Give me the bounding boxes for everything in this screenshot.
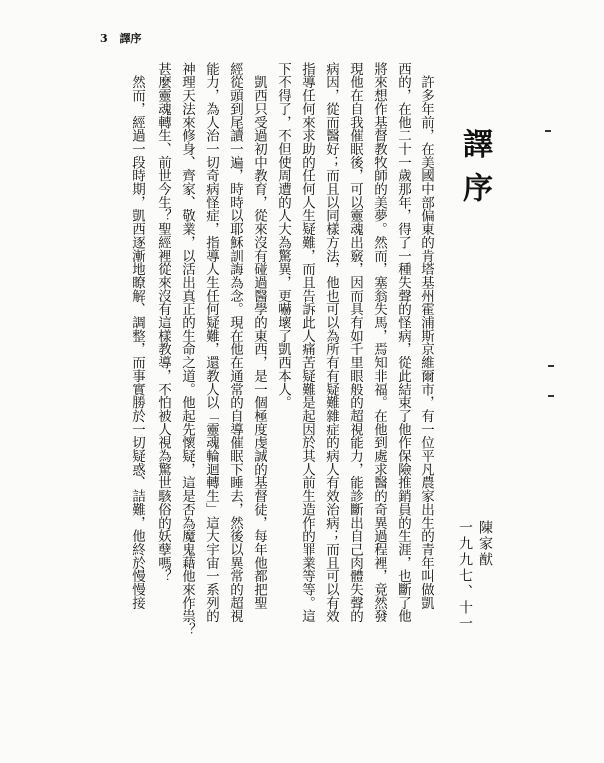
text-column: 經從頭到尾讀一遍，時時以耶穌訓誨為念。現在他在通常的自導催眠下睡去，然後以異常的超視: [227, 62, 243, 623]
signature-date: 一九九七、十一: [457, 520, 473, 632]
scan-speck: [548, 395, 554, 397]
text-column: 下不得了，不但使周遭的人大為驚異，更嚇壞了凱西本人。: [275, 62, 291, 410]
text-column: 現他在自我催眠後，可以靈魂出竅，因而具有如千里眼般的超視能力，能診斷出自己肉體失聲的: [347, 62, 363, 623]
text-column: 病因，從而醫好；而且以同樣方法，他也可以為所有有疑難雜症的病人有效治病；而且可以有效: [323, 62, 339, 623]
text-column: 甚麼靈魂轉生、前世今生？聖經裡從來沒有這樣教導，不怕被人視為驚世駭俗的妖孽嗎？: [155, 62, 171, 583]
text-column: 指導任何來求助的任何人生疑難，而且告訴此人痛苦疑難是起因於其人前生造作的罪業等等。這: [299, 62, 315, 623]
text-column: 許多年前，在美國中部偏東的肯塔基州霍浦斯京維爾市，有一位平凡農家出生的青年叫做凱: [418, 62, 434, 610]
running-header: [100, 30, 142, 46]
scan-speck: [548, 365, 554, 367]
page-title: 譯序: [457, 128, 492, 216]
text-column: 能力，為人治一切奇病怪症，指導人生任何疑難，還教人以「靈魂輪迴轉生」這大宇宙一系列的: [203, 62, 219, 623]
scan-speck: [545, 130, 551, 132]
page-number: 3: [100, 32, 108, 45]
signature: [455, 520, 495, 632]
author-name: 陳家猷: [477, 520, 493, 568]
text-column: 將來想作基督教牧師的美夢。然而，塞翁失馬，焉知非福。在他到處求醫的奇異過程裡，竟然發: [371, 62, 387, 623]
text-column: 然而，經過一段時期，凱西逐漸地瞭解、調整，而事實勝於一切疑惑、詰難，他終於慢慢接: [129, 62, 145, 610]
text-column: 神理天法來修身、齊家、敬業，以活出真正的生命之道。他起先懷疑，這是否為魔鬼藉他來作祟？: [179, 62, 195, 637]
text-column: 凱西只受過初中教育，從來沒有碰過醫學的東西，是一個極度虔誠的基督徒，每年他都把聖: [251, 62, 267, 610]
text-column: 西的，在他二十一歲那年，得了一種失聲的怪病，從此結束了他作保險推銷員的生涯，也斷了他: [395, 62, 411, 623]
header-section-title: 譯序: [119, 32, 142, 45]
